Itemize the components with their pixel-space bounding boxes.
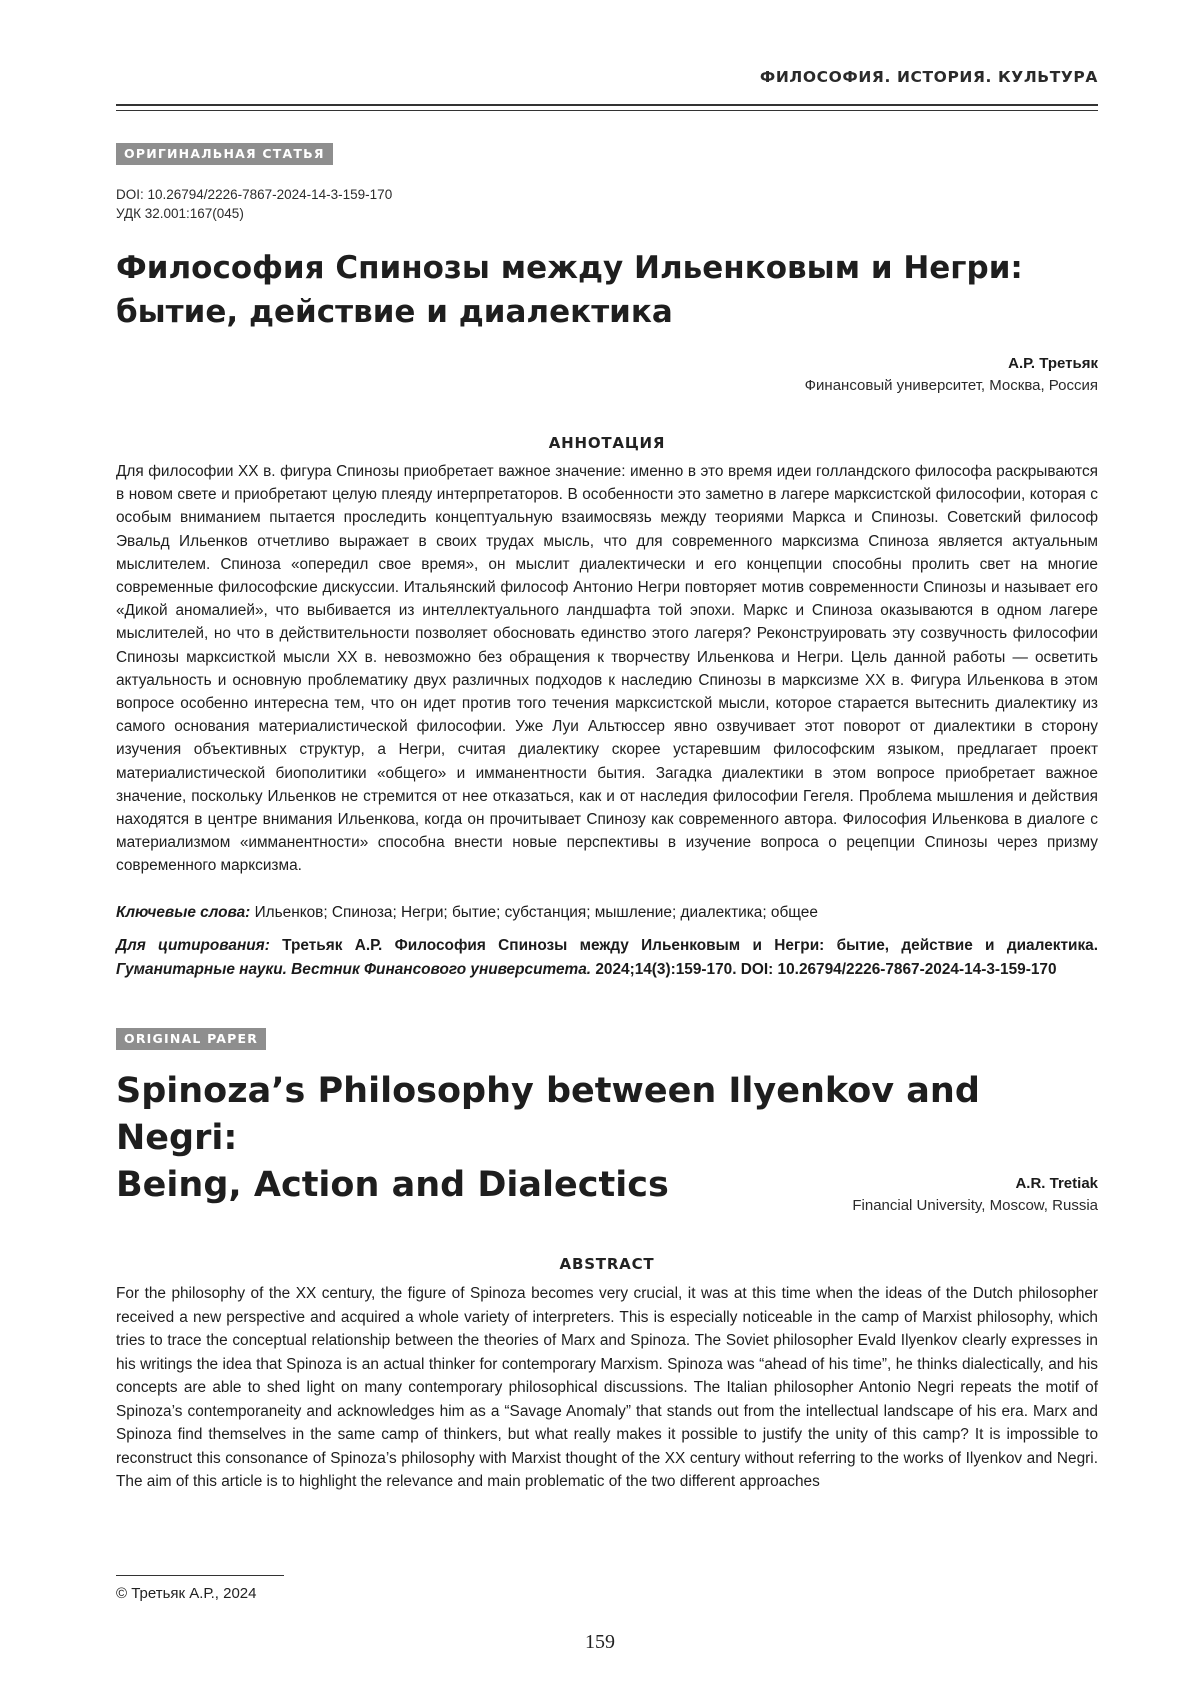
abstract-text-en: For the philosophy of the XX century, the figure of Spinoza becomes very crucial, it was at this time when the ideas of the Dutch philosopher received a new perspective and acquired a whole variety of interpreters. This is especially noticeable in the camp of Marxist philosophy, which tries to trace the conceptual relationship between the theories of Marx and Spinoza. The Soviet philosopher Evald Ilyenkov clearly expresses in his writings the idea that Spinoza is an actual thinker for contemporary Marxism. Spinoza was “ahead of his time”, he thinks dialectically, and his concepts are able to shed light on many contemporary philosophical discussions. The Italian philosopher Antonio Negri repeats the motif of Spinoza’s contemporaneity and acknowledges him as a “Savage Anomaly” that stands out from the intellectual landscape of his era. Marx and Spinoza find themselves in the same camp of thinkers, but what really makes it possible to justify the unity of this camp? It is impossible to reconstruct this consonance of Spinoza’s philosophy with Marxist thought of the XX century without referring to the works of Ilyenkov and Negri. The aim of this article is to highlight the relevance and main problematic of the two different approaches (116, 1285, 1098, 1490)
footnote-rule (116, 1575, 284, 1576)
keywords-ru (116, 901, 1098, 924)
citation-journal: Гуманитарные науки. Вестник Финансового университета. (116, 960, 592, 978)
author-name-en: A.R. Tretiak (1015, 1175, 1098, 1192)
title-ru-line1: Философия Спинозы между Ильенковым и Негри: (116, 250, 1023, 286)
title-ru (116, 246, 1096, 334)
abstract-heading-ru: АННОТАЦИЯ (548, 434, 666, 452)
journal-header: ФИЛОСОФИЯ. ИСТОРИЯ. КУЛЬТУРА (759, 68, 1098, 86)
author-affiliation-ru: Финансовый университет, Москва, Россия (804, 377, 1098, 394)
doi-link[interactable]: DOI: 10.26794/2226-7867-2024-14-3-159-170 (116, 187, 393, 202)
label-original-paper-en: ORIGINAL PAPER (116, 1028, 266, 1050)
abstract-text-ru: Для философии XX в. фигура Спинозы приобретает важное значение: именно в это время идеи голландского философа раскрываются в новом свете и приобретают целую плеяду интерпретаторов. В особенности это заметно в лагере марксистской философии, которая с особым вниманием пытается проследить концептуальную взаимосвязь между теориями Маркса и Спинозы. Советский философ Эвальд Ильенков отчетливо выражает в своих трудах мысль, что для современного марксизма Спиноза является актуальным мыслителем. Спиноза «опередил свое время», он мыслит диалектически и его концепции способны пролить свет на многие современные философские дискуссии. Итальянский философ Антонио Негри повторяет мотив современности Спинозы и называет его «Дикой аномалией», что выбивается из интеллектуального ландшафта той эпохи. Маркс и Спиноза оказываются в одном лагере мыслителей, но что в действительности позволяет обосновать единство этого лагеря? Реконструировать эту созвучность философии Спинозы марксисткой мысли XX в. невозможно без обращения к творчеству Ильенкова и Негри. Цель данной работы — осветить актуальность и основную проблематику двух различных подходов к наследию Спинозы в марксизме XX в. Фигура Ильенкова в этом вопросе особенно интересна тем, что он идет против того течения марксистской мысли, которое старается вытеснить диалектику из самого основания материалистической философии. Уже Луи Альтюссер явно озвучивает этот поворот от диалектики в сторону изучения объективных структур, а Негри, считая диалектику скорее устаревшим философским языком, предлагает проект материалистической биополитики «общего» и имманентности бытия. Загадка диалектики в этом вопросе приобретает важное значение, поскольку Ильенков не стремится от нее отказаться, как и от наследия философии Гегеля. Проблема мышления и действия находятся в центре внимания Ильенкова, когда он прочитывает Спинозу как современного автора. Философия Ильенкова в диалоге с материализмом «имманентности» способна внести новые перспективы в изучение вопроса о рецепции Спинозы через призму современного марксизма. (116, 463, 1098, 875)
label-original-article-ru: ОРИГИНАЛЬНАЯ СТАТЬЯ (116, 143, 333, 165)
author-affiliation-en: Financial University, Moscow, Russia (852, 1197, 1098, 1214)
copyright-note: © Третьяк А.Р., 2024 (116, 1585, 257, 1602)
udk-code: УДК 32.001:167(045) (116, 206, 244, 221)
citation-label: Для цитирования: (116, 937, 270, 954)
title-en-line1: Spinoza’s Philosophy between Ilyenkov and Negri: (116, 1071, 980, 1158)
doi-block (116, 185, 392, 223)
author-block-ru (805, 353, 1098, 397)
citation-block (116, 934, 1098, 981)
title-ru-line2: бытие, действие и диалектика (116, 294, 673, 330)
header-rule (116, 104, 1098, 111)
author-name-ru: А.Р. Третьяк (1008, 355, 1098, 372)
title-en-line2: Being, Action and Dialectics (116, 1165, 669, 1205)
citation-main: Третьяк А.Р. Философия Спинозы между Ильенковым и Негри: бытие, действие и диалектика. (282, 937, 1098, 954)
page-number: 159 (585, 1631, 615, 1653)
keywords-label: Ключевые слова: (116, 904, 251, 921)
keywords-list: Ильенков; Спиноза; Негри; бытие; субстанция; мышление; диалектика; общее (254, 904, 818, 921)
abstract-heading-en: ABSTRACT (559, 1255, 655, 1273)
author-block-en (852, 1173, 1098, 1217)
citation-tail: 2024;14(3):159-170. DOI: 10.26794/2226-7867-2024-14-3-159-170 (595, 960, 1057, 978)
